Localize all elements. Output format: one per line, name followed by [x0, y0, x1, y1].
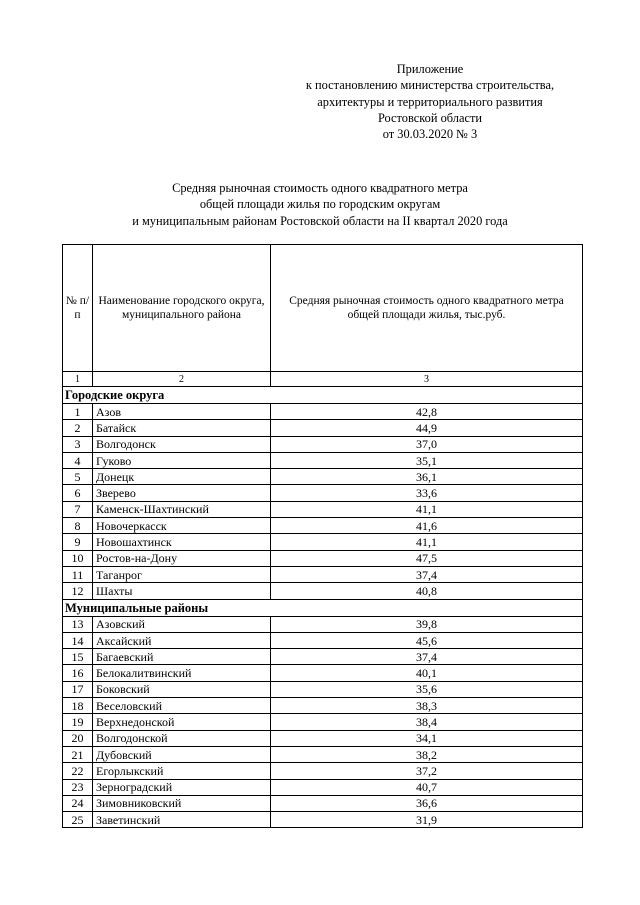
appendix-line: к постановлению министерства строительства,	[305, 78, 555, 93]
title-line: и муниципальным районам Ростовской области на II квартал 2020 года	[132, 213, 508, 228]
table-row	[63, 550, 583, 566]
row-number: 14	[63, 632, 93, 648]
row-number: 11	[63, 566, 93, 582]
table-row	[63, 730, 583, 746]
column-number: 1	[63, 372, 93, 387]
row-name: Батайск	[93, 420, 271, 436]
table-row	[63, 795, 583, 811]
row-value: 35,6	[271, 681, 583, 697]
table-header-row	[63, 245, 583, 372]
row-name: Ростов-на-Дону	[93, 550, 271, 566]
price-table-body	[63, 245, 583, 828]
row-name: Таганрог	[93, 566, 271, 582]
row-value: 33,6	[271, 485, 583, 501]
row-number: 2	[63, 420, 93, 436]
row-number: 25	[63, 812, 93, 828]
row-number: 4	[63, 452, 93, 468]
table-row	[63, 452, 583, 468]
row-name: Боковский	[93, 681, 271, 697]
row-value: 38,2	[271, 746, 583, 762]
row-value: 34,1	[271, 730, 583, 746]
row-name: Заветинский	[93, 812, 271, 828]
price-table	[62, 244, 583, 828]
row-number: 9	[63, 534, 93, 550]
column-number-row	[63, 372, 583, 387]
row-number: 22	[63, 763, 93, 779]
appendix-line: архитектуры и территориального развития	[317, 94, 543, 109]
row-value: 38,4	[271, 714, 583, 730]
row-number: 8	[63, 518, 93, 534]
row-name: Верхнедонской	[93, 714, 271, 730]
row-name: Гуково	[93, 452, 271, 468]
table-row	[63, 714, 583, 730]
group-header-row	[63, 599, 583, 616]
table-row	[63, 746, 583, 762]
row-name: Донецк	[93, 469, 271, 485]
row-name: Егорлыкский	[93, 763, 271, 779]
row-number: 20	[63, 730, 93, 746]
appendix-line: Приложение	[396, 62, 464, 76]
row-value: 35,1	[271, 452, 583, 468]
row-number: 21	[63, 746, 93, 762]
table-row	[63, 501, 583, 517]
row-number: 10	[63, 550, 93, 566]
title-line: Средняя рыночная стоимость одного квадратного метра	[172, 181, 468, 195]
row-number: 16	[63, 665, 93, 681]
row-value: 47,5	[271, 550, 583, 566]
row-name: Азовский	[93, 616, 271, 632]
header-value: Средняя рыночная стоимость одного квадратного метра общей площади жилья, тыс.руб.	[271, 245, 583, 372]
row-value: 41,1	[271, 501, 583, 517]
row-name: Зверево	[93, 485, 271, 501]
table-row	[63, 698, 583, 714]
row-value: 31,9	[271, 812, 583, 828]
title-line: общей площади жилья по городским округам	[199, 197, 441, 212]
table-row	[63, 436, 583, 452]
row-value: 38,3	[271, 698, 583, 714]
table-row	[63, 779, 583, 795]
row-name: Багаевский	[93, 649, 271, 665]
column-number: 2	[93, 372, 271, 387]
appendix-line: от 30.03.2020 № 3	[382, 127, 478, 142]
row-number: 13	[63, 616, 93, 632]
table-row	[63, 420, 583, 436]
table-row	[63, 583, 583, 599]
row-number: 6	[63, 485, 93, 501]
row-name: Каменск-Шахтинский	[93, 501, 271, 517]
table-row	[63, 632, 583, 648]
table-row	[63, 566, 583, 582]
row-name: Шахты	[93, 583, 271, 599]
appendix-line: Ростовской области	[377, 110, 483, 125]
row-value: 41,1	[271, 534, 583, 550]
row-number: 1	[63, 404, 93, 420]
row-value: 37,0	[271, 436, 583, 452]
row-number: 3	[63, 436, 93, 452]
row-value: 42,8	[271, 404, 583, 420]
row-name: Зерноградский	[93, 779, 271, 795]
row-name: Волгодонск	[93, 436, 271, 452]
row-name: Новочеркасск	[93, 518, 271, 534]
row-name: Азов	[93, 404, 271, 420]
table-row	[63, 681, 583, 697]
document-title	[90, 180, 550, 229]
table-row	[63, 534, 583, 550]
row-name: Зимовниковский	[93, 795, 271, 811]
table-row	[63, 763, 583, 779]
row-value: 37,2	[271, 763, 583, 779]
header-name: Наименование городского округа, муниципального района	[93, 245, 271, 372]
header-num: № п/п	[63, 245, 93, 372]
row-value: 40,8	[271, 583, 583, 599]
table-row	[63, 616, 583, 632]
row-number: 5	[63, 469, 93, 485]
row-value: 40,1	[271, 665, 583, 681]
group-title: Городские округа	[63, 387, 583, 404]
row-number: 15	[63, 649, 93, 665]
row-value: 45,6	[271, 632, 583, 648]
group-header-row	[63, 387, 583, 404]
table-row	[63, 518, 583, 534]
row-number: 24	[63, 795, 93, 811]
row-value: 37,4	[271, 649, 583, 665]
row-number: 7	[63, 501, 93, 517]
row-name: Веселовский	[93, 698, 271, 714]
appendix-block	[290, 61, 570, 142]
table-row	[63, 485, 583, 501]
row-number: 19	[63, 714, 93, 730]
row-value: 41,6	[271, 518, 583, 534]
row-number: 12	[63, 583, 93, 599]
row-name: Белокалитвинский	[93, 665, 271, 681]
row-number: 17	[63, 681, 93, 697]
table-row	[63, 812, 583, 828]
table-row	[63, 665, 583, 681]
table-row	[63, 404, 583, 420]
group-title: Муниципальные районы	[63, 599, 583, 616]
row-value: 37,4	[271, 566, 583, 582]
row-value: 44,9	[271, 420, 583, 436]
row-value: 36,6	[271, 795, 583, 811]
row-number: 18	[63, 698, 93, 714]
table-row	[63, 469, 583, 485]
row-number: 23	[63, 779, 93, 795]
row-value: 40,7	[271, 779, 583, 795]
row-name: Дубовский	[93, 746, 271, 762]
column-number: 3	[271, 372, 583, 387]
row-name: Волгодонской	[93, 730, 271, 746]
row-value: 36,1	[271, 469, 583, 485]
row-value: 39,8	[271, 616, 583, 632]
row-name: Аксайский	[93, 632, 271, 648]
table-row	[63, 649, 583, 665]
row-name: Новошахтинск	[93, 534, 271, 550]
